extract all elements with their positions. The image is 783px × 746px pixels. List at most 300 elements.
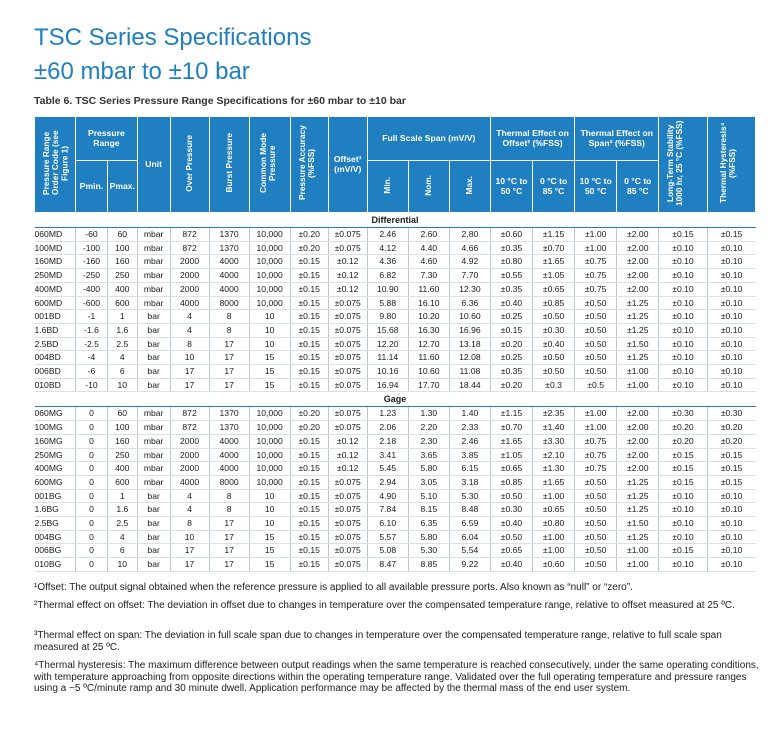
table-cell: 6.59: [449, 517, 490, 531]
table-cell: ±0.15: [707, 475, 755, 489]
header-pmin: Pmin.: [76, 161, 108, 213]
table-cell: ±0.10: [707, 296, 755, 310]
table-cell: ±0.12: [328, 269, 367, 283]
order-code-cell: 001BD: [35, 310, 76, 324]
table-row: [35, 475, 756, 489]
table-cell: 1.6: [107, 503, 137, 517]
table-cell: ±0.10: [659, 241, 707, 255]
table-cell: 1370: [209, 228, 249, 242]
table-cell: ±0.20: [707, 434, 755, 448]
table-cell: mbar: [137, 462, 170, 476]
header-burst-pressure: Burst Pressure: [209, 117, 249, 213]
table-cell: ±1.25: [617, 503, 659, 517]
table-cell: 1: [107, 489, 137, 503]
table-cell: ±0.60: [490, 228, 532, 242]
table-cell: 9.22: [449, 558, 490, 572]
table-cell: -1: [76, 310, 108, 324]
table-cell: 10.60: [449, 310, 490, 324]
table-cell: 4.40: [408, 241, 449, 255]
table-cell: ±0.15: [290, 489, 328, 503]
table-cell: 10,000: [249, 462, 290, 476]
table-cell: 600: [107, 475, 137, 489]
table-cell: ±2.00: [617, 434, 659, 448]
table-cell: ±0.35: [490, 241, 532, 255]
table-cell: ±0.10: [659, 337, 707, 351]
table-cell: 0: [76, 407, 108, 421]
table-cell: ±0.50: [575, 296, 617, 310]
order-code-cell: 010BG: [35, 558, 76, 572]
table-cell: bar: [137, 351, 170, 365]
table-cell: ±0.20: [290, 407, 328, 421]
table-cell: 5.80: [408, 530, 449, 544]
table-cell: ±0.30: [707, 407, 755, 421]
table-cell: ±0.25: [490, 351, 532, 365]
table-cell: 2.06: [367, 421, 408, 435]
table-cell: 6: [107, 365, 137, 379]
table-cell: ±0.75: [575, 434, 617, 448]
table-cell: -400: [76, 282, 108, 296]
table-cell: ±0.50: [575, 337, 617, 351]
table-cell: ±0.35: [490, 365, 532, 379]
table-cell: ±0.60: [533, 558, 575, 572]
table-cell: ±1.65: [533, 475, 575, 489]
table-cell: 17: [209, 558, 249, 572]
table-cell: 10: [249, 517, 290, 531]
table-cell: ±1.25: [617, 475, 659, 489]
table-cell: ±0.80: [490, 255, 532, 269]
table-cell: ±0.075: [328, 310, 367, 324]
table-cell: 6.36: [449, 296, 490, 310]
table-cell: mbar: [137, 269, 170, 283]
table-cell: ±0.12: [328, 282, 367, 296]
order-code-cell: 400MD: [35, 282, 76, 296]
table-cell: 10,000: [249, 475, 290, 489]
table-cell: 2.80: [449, 228, 490, 242]
table-cell: -1.6: [76, 323, 108, 337]
table-cell: 1370: [209, 407, 249, 421]
table-cell: ±1.65: [533, 255, 575, 269]
table-cell: -100: [76, 241, 108, 255]
table-cell: ±0.5: [575, 378, 617, 392]
table-cell: bar: [137, 310, 170, 324]
order-code-cell: 250MG: [35, 448, 76, 462]
table-cell: ±0.075: [328, 489, 367, 503]
table-cell: 10.90: [367, 282, 408, 296]
table-cell: 17: [209, 544, 249, 558]
table-cell: ±0.075: [328, 558, 367, 572]
table-cell: 4: [170, 310, 209, 324]
header-thermal-effect-span: Thermal Effect on Span³ (%FSS): [575, 117, 659, 161]
table-cell: 2.60: [408, 228, 449, 242]
table-cell: 10,000: [249, 448, 290, 462]
header-te-offset-10-50: 10 °C to 50 °C: [490, 161, 532, 213]
table-cell: 3.41: [367, 448, 408, 462]
table-cell: ±0.075: [328, 241, 367, 255]
table-cell: 8: [209, 503, 249, 517]
table-row: [35, 517, 756, 531]
table-cell: ±0.20: [290, 421, 328, 435]
table-cell: ±0.50: [575, 475, 617, 489]
table-row: [35, 544, 756, 558]
table-cell: 7.84: [367, 503, 408, 517]
table-cell: 4: [170, 503, 209, 517]
table-cell: ±0.25: [490, 310, 532, 324]
order-code-cell: 100MD: [35, 241, 76, 255]
table-cell: 11.08: [449, 365, 490, 379]
table-cell: ±0.10: [707, 255, 755, 269]
table-cell: mbar: [137, 448, 170, 462]
table-cell: 4.66: [449, 241, 490, 255]
table-cell: ±0.50: [575, 503, 617, 517]
table-cell: ±0.10: [707, 378, 755, 392]
table-cell: 2.46: [367, 228, 408, 242]
table-cell: ±1.40: [533, 421, 575, 435]
table-cell: 0: [76, 558, 108, 572]
table-cell: ±0.10: [707, 351, 755, 365]
table-cell: ±1.00: [617, 378, 659, 392]
table-row: [35, 310, 756, 324]
table-cell: 8: [209, 323, 249, 337]
table-cell: 60: [107, 228, 137, 242]
table-row: [35, 228, 756, 242]
table-cell: ±0.075: [328, 517, 367, 531]
table-cell: 4000: [209, 448, 249, 462]
table-cell: 10,000: [249, 228, 290, 242]
table-cell: ±2.00: [617, 421, 659, 435]
table-cell: 100: [107, 241, 137, 255]
table-row: [35, 269, 756, 283]
table-cell: -4: [76, 351, 108, 365]
table-cell: ±0.50: [490, 530, 532, 544]
table-cell: bar: [137, 544, 170, 558]
header-thermal-effect-offset: Thermal Effect on Offset² (%FSS): [490, 117, 574, 161]
header-unit: Unit: [137, 117, 170, 213]
table-cell: ±2.00: [617, 462, 659, 476]
table-cell: ±0.15: [659, 448, 707, 462]
table-cell: ±0.075: [328, 337, 367, 351]
table-cell: 872: [170, 241, 209, 255]
table-cell: 17: [209, 378, 249, 392]
footnote-thermal-span: ³Thermal effect on span: The deviation in full scale span due to changes in temperature over the compensated temperature range, relative to full scale span measured at 25 ºC.: [34, 630, 722, 653]
table-cell: ±0.35: [490, 282, 532, 296]
table-cell: ±0.30: [659, 407, 707, 421]
table-cell: 8.15: [408, 503, 449, 517]
table-cell: ±0.15: [290, 269, 328, 283]
table-cell: ±1.00: [533, 530, 575, 544]
table-cell: 4: [170, 323, 209, 337]
table-cell: 1370: [209, 241, 249, 255]
table-cell: ±0.30: [490, 503, 532, 517]
table-cell: ±0.40: [533, 337, 575, 351]
table-cell: 15: [249, 544, 290, 558]
table-cell: ±3.30: [533, 434, 575, 448]
table-cell: mbar: [137, 421, 170, 435]
order-code-cell: 004BD: [35, 351, 76, 365]
table-cell: 400: [107, 462, 137, 476]
table-cell: 1.6: [107, 323, 137, 337]
order-code-cell: 100MG: [35, 421, 76, 435]
table-cell: ±0.80: [533, 517, 575, 531]
table-cell: 12.08: [449, 351, 490, 365]
table-cell: 0: [76, 544, 108, 558]
table-cell: 6: [107, 544, 137, 558]
table-cell: bar: [137, 323, 170, 337]
table-cell: mbar: [137, 282, 170, 296]
header-pressure-range: Pressure Range: [76, 117, 138, 161]
table-cell: 6.04: [449, 530, 490, 544]
table-cell: ±0.15: [290, 296, 328, 310]
table-cell: -6: [76, 365, 108, 379]
table-cell: 872: [170, 407, 209, 421]
table-cell: 16.94: [367, 378, 408, 392]
table-cell: 12.20: [367, 337, 408, 351]
table-cell: 3.65: [408, 448, 449, 462]
table-cell: ±0.20: [707, 421, 755, 435]
header-over-pressure: Over Pressure: [170, 117, 209, 213]
table-cell: 250: [107, 448, 137, 462]
table-cell: 6.15: [449, 462, 490, 476]
table-cell: 250: [107, 269, 137, 283]
table-cell: 100: [107, 421, 137, 435]
table-cell: 4000: [170, 296, 209, 310]
table-row: [35, 323, 756, 337]
table-cell: 11.60: [408, 351, 449, 365]
table-cell: 5.30: [449, 489, 490, 503]
table-cell: 10,000: [249, 296, 290, 310]
table-cell: ±0.20: [290, 241, 328, 255]
table-cell: 5.88: [367, 296, 408, 310]
table-cell: ±0.15: [290, 448, 328, 462]
table-row: [35, 407, 756, 421]
table-cell: 160: [107, 255, 137, 269]
table-row: [35, 558, 756, 572]
table-cell: ±1.30: [533, 462, 575, 476]
table-cell: ±1.00: [575, 241, 617, 255]
table-cell: 2.33: [449, 421, 490, 435]
table-cell: ±0.10: [707, 241, 755, 255]
table-cell: ±0.10: [659, 503, 707, 517]
table-cell: 15: [249, 365, 290, 379]
table-cell: 16.96: [449, 323, 490, 337]
order-code-cell: 060MG: [35, 407, 76, 421]
table-cell: 10: [249, 489, 290, 503]
table-cell: ±0.20: [290, 228, 328, 242]
table-cell: ±0.65: [533, 503, 575, 517]
table-cell: ±0.10: [659, 378, 707, 392]
table-cell: 8.85: [408, 558, 449, 572]
header-thermal-hysteresis: Thermal Hysteresis⁴ (%FSS): [707, 117, 755, 213]
table-row: [35, 462, 756, 476]
table-cell: 0: [76, 448, 108, 462]
table-cell: bar: [137, 489, 170, 503]
table-row: [35, 421, 756, 435]
table-cell: ±0.20: [659, 421, 707, 435]
table-cell: 0: [76, 503, 108, 517]
table-cell: 16.10: [408, 296, 449, 310]
order-code-cell: 1.6BG: [35, 503, 76, 517]
table-cell: ±0.15: [659, 544, 707, 558]
table-row: [35, 365, 756, 379]
table-cell: ±0.075: [328, 351, 367, 365]
table-cell: 6.10: [367, 517, 408, 531]
table-cell: ±0.075: [328, 296, 367, 310]
table-cell: 8.47: [367, 558, 408, 572]
table-cell: ±0.30: [533, 323, 575, 337]
table-cell: ±2.00: [617, 282, 659, 296]
table-row: [35, 282, 756, 296]
table-cell: 60: [107, 407, 137, 421]
table-cell: ±1.25: [617, 489, 659, 503]
table-cell: 2000: [170, 434, 209, 448]
table-cell: ±0.15: [290, 310, 328, 324]
table-cell: ±0.10: [659, 489, 707, 503]
table-cell: ±0.15: [290, 462, 328, 476]
header-long-term-stability: Long-Term Stability 1000 hr, 25 °C (%FSS): [659, 117, 707, 213]
table-cell: ±1.00: [575, 407, 617, 421]
table-cell: 5.30: [408, 544, 449, 558]
table-row: [35, 255, 756, 269]
table-cell: 3.05: [408, 475, 449, 489]
header-te-span-10-50: 10 °C to 50 °C: [575, 161, 617, 213]
table-cell: ±0.075: [328, 228, 367, 242]
table-cell: 160: [107, 434, 137, 448]
table-cell: ±0.12: [328, 448, 367, 462]
table-cell: ±1.00: [575, 421, 617, 435]
table-cell: 0: [76, 489, 108, 503]
table-cell: 15.68: [367, 323, 408, 337]
table-cell: 12.30: [449, 282, 490, 296]
table-cell: 0: [76, 475, 108, 489]
table-cell: ±2.00: [617, 241, 659, 255]
table-cell: 4000: [209, 282, 249, 296]
table-cell: ±0.10: [707, 517, 755, 531]
table-cell: 2000: [170, 255, 209, 269]
table-cell: ±0.15: [290, 255, 328, 269]
table-cell: ±0.075: [328, 544, 367, 558]
table-cell: ±0.15: [290, 558, 328, 572]
table-cell: ±0.65: [490, 462, 532, 476]
table-cell: ±0.15: [290, 351, 328, 365]
header-common-mode: Common Mode Pressure: [249, 117, 290, 213]
table-cell: ±0.10: [659, 296, 707, 310]
table-cell: 10: [170, 530, 209, 544]
table-cell: ±0.15: [290, 475, 328, 489]
table-cell: ±1.00: [617, 558, 659, 572]
table-cell: bar: [137, 337, 170, 351]
table-row: [35, 503, 756, 517]
table-cell: 10: [249, 503, 290, 517]
table-cell: ±0.55: [490, 269, 532, 283]
table-cell: -250: [76, 269, 108, 283]
table-cell: 8: [170, 517, 209, 531]
order-code-cell: 600MD: [35, 296, 76, 310]
table-cell: ±1.00: [533, 489, 575, 503]
table-cell: 10: [249, 323, 290, 337]
table-cell: 4000: [209, 269, 249, 283]
footnote-thermal-offset: ²Thermal effect on offset: The deviation in offset due to changes in temperature over the compensated temperature range, relative to offset measured at 25 ºC.: [34, 600, 735, 611]
table-cell: ±1.25: [617, 351, 659, 365]
table-cell: mbar: [137, 407, 170, 421]
header-fss-max: Max.: [449, 161, 490, 213]
table-cell: mbar: [137, 475, 170, 489]
header-pmax: Pmax.: [107, 161, 137, 213]
table-cell: ±0.10: [707, 544, 755, 558]
table-cell: ±0.075: [328, 421, 367, 435]
table-cell: 5.80: [408, 462, 449, 476]
table-cell: ±0.10: [707, 282, 755, 296]
table-cell: ±0.15: [290, 365, 328, 379]
table-cell: bar: [137, 365, 170, 379]
table-cell: 4: [107, 530, 137, 544]
order-code-cell: 160MD: [35, 255, 76, 269]
table-cell: 10: [249, 310, 290, 324]
table-cell: ±0.50: [575, 558, 617, 572]
table-cell: ±0.50: [575, 323, 617, 337]
table-cell: 5.45: [367, 462, 408, 476]
table-cell: ±0.50: [575, 530, 617, 544]
table-cell: ±0.10: [707, 558, 755, 572]
table-cell: ±0.15: [659, 462, 707, 476]
table-cell: ±1.05: [533, 269, 575, 283]
table-cell: ±0.75: [575, 269, 617, 283]
table-cell: ±0.12: [328, 255, 367, 269]
table-cell: ±0.12: [328, 462, 367, 476]
table-cell: ±0.50: [575, 517, 617, 531]
page-title: TSC Series Specifications: [34, 24, 312, 51]
table-cell: ±0.75: [575, 462, 617, 476]
table-cell: 7.30: [408, 269, 449, 283]
table-cell: 6.82: [367, 269, 408, 283]
table-cell: ±0.75: [575, 282, 617, 296]
table-cell: ±0.12: [328, 434, 367, 448]
order-code-cell: 160MG: [35, 434, 76, 448]
table-cell: ±0.10: [659, 269, 707, 283]
table-cell: 10: [107, 378, 137, 392]
table-cell: 17: [209, 351, 249, 365]
section-title-differential: Differential: [35, 213, 756, 228]
table-cell: ±0.50: [575, 544, 617, 558]
footnote-offset: ¹Offset: The output signal obtained when the reference pressure is applied to all available pressure ports. Also known as “null” or “zero”.: [34, 582, 633, 593]
table-cell: ±0.15: [659, 475, 707, 489]
table-cell: ±1.05: [490, 448, 532, 462]
table-cell: 6.35: [408, 517, 449, 531]
table-cell: 15: [249, 351, 290, 365]
table-cell: ±2.00: [617, 228, 659, 242]
section-title-gage: Gage: [35, 392, 756, 407]
table-cell: 2.5: [107, 517, 137, 531]
table-cell: ±0.20: [659, 434, 707, 448]
table-cell: 5.08: [367, 544, 408, 558]
table-cell: ±1.65: [490, 434, 532, 448]
footnote-thermal-hysteresis: ⁴Thermal hysteresis: The maximum difference between output readings when the same temperature is reached consecutively, under the same operating conditions, with temperature approaching from opposite directions within the operating temperature range. Validated over the full operating temperature and pressure ranges using a ~5 ºC/minute ramp and 30 minute dwell. Application performance may be affected by the thermal mass of the end user system.: [34, 660, 759, 694]
order-code-cell: 001BG: [35, 489, 76, 503]
table-cell: ±0.20: [490, 337, 532, 351]
table-cell: 8.48: [449, 503, 490, 517]
table-cell: 15: [249, 558, 290, 572]
table-cell: 8000: [209, 296, 249, 310]
order-code-cell: 006BD: [35, 365, 76, 379]
table-cell: 2.20: [408, 421, 449, 435]
table-cell: 1370: [209, 421, 249, 435]
table-cell: ±0.15: [290, 378, 328, 392]
table-cell: 1.30: [408, 407, 449, 421]
gage-section: [35, 392, 756, 571]
table-cell: 2000: [170, 448, 209, 462]
table-row: [35, 489, 756, 503]
table-cell: 10,000: [249, 255, 290, 269]
header-full-scale-span: Full Scale Span (mV/V): [367, 117, 490, 161]
table-cell: ±0.50: [575, 310, 617, 324]
